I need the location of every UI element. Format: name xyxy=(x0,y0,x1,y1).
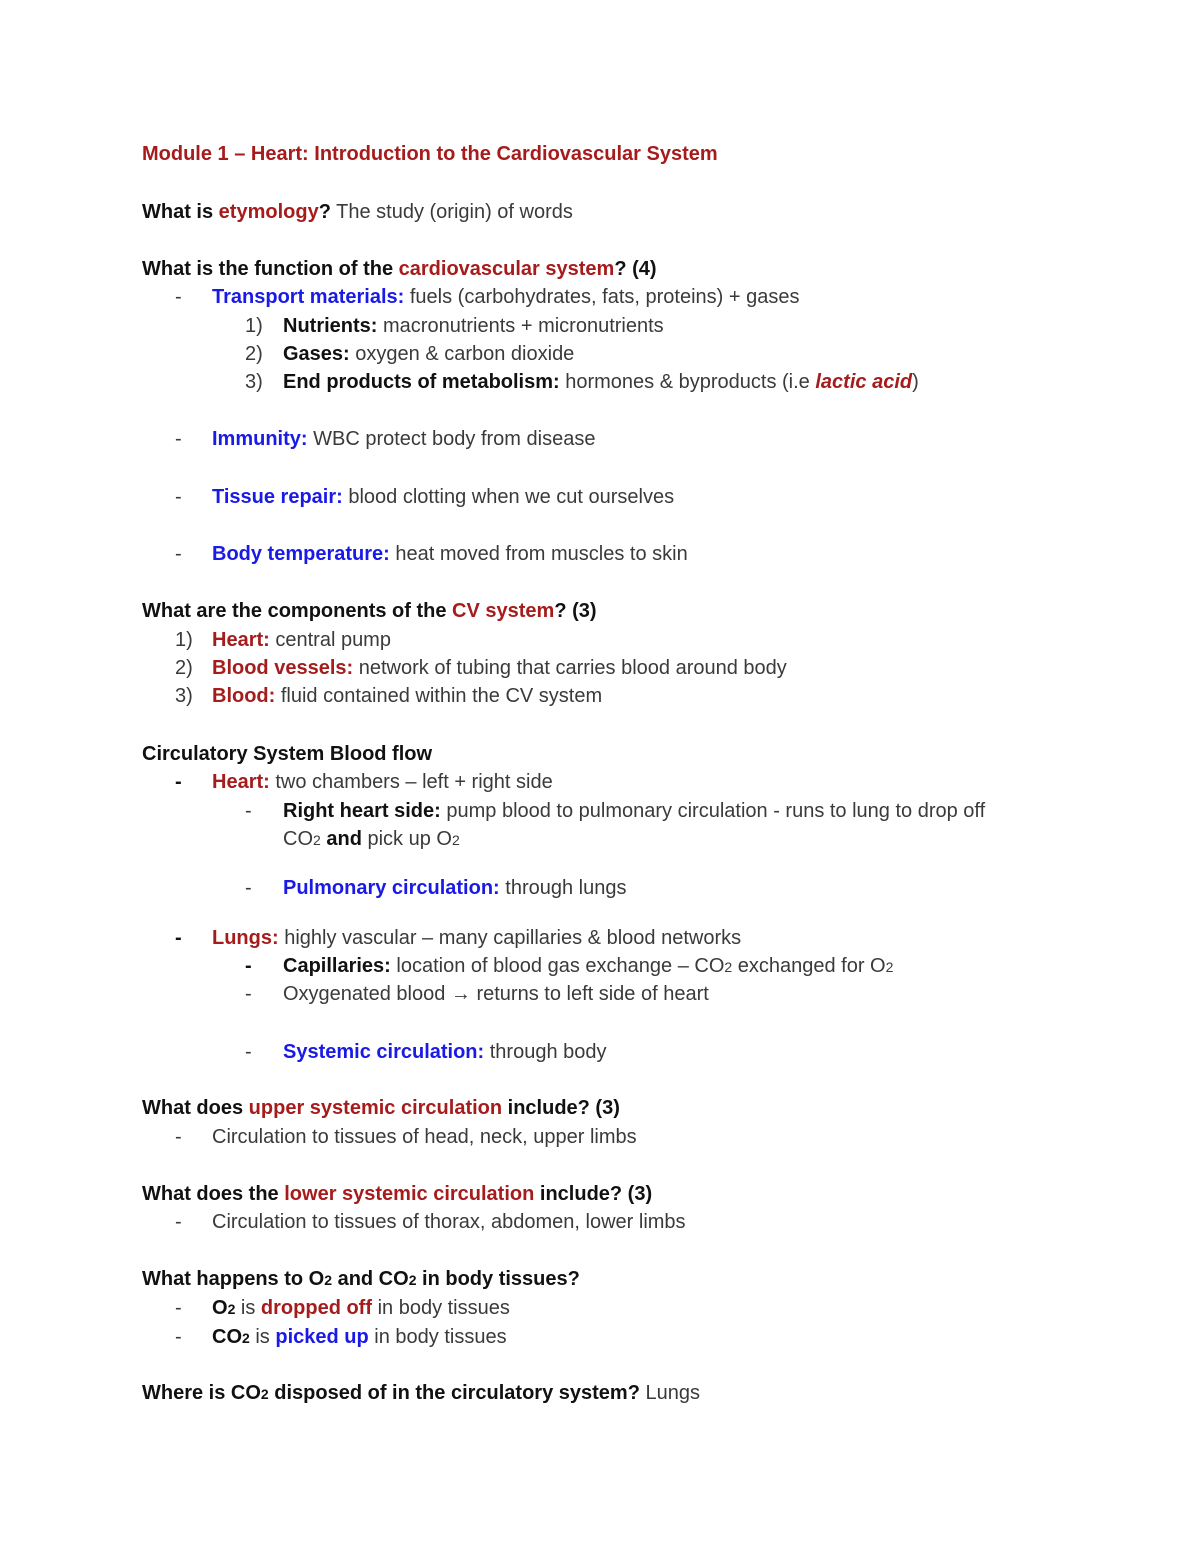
question-text: What happens to O xyxy=(142,1268,325,1290)
item-text: network of tubing that carries blood around body xyxy=(353,657,787,679)
subscript: 2 xyxy=(227,1301,236,1317)
cv-function-question xyxy=(142,257,657,281)
label-right-heart-side: Right heart side: xyxy=(283,800,441,822)
term-dropped-off: dropped off xyxy=(260,1297,373,1319)
item-number: 3) xyxy=(175,685,193,707)
label-tissue-repair: Tissue repair: xyxy=(212,486,343,508)
bullet-dash: - xyxy=(175,428,182,450)
lower-systemic-question xyxy=(142,1182,652,1206)
label-transport-materials: Transport materials: xyxy=(212,286,405,308)
term-lactic-acid: lactic acid xyxy=(815,371,913,393)
bullet-dash: - xyxy=(175,1297,182,1319)
question-text: ? xyxy=(318,201,331,223)
term-upper-systemic: upper systemic circulation xyxy=(248,1097,503,1119)
bullet-dash: - xyxy=(175,286,182,308)
item-text: pick up O xyxy=(361,828,452,850)
item-text: in body tissues xyxy=(368,1326,507,1348)
question-text: What are the components of the xyxy=(142,600,453,622)
subscript: 2 xyxy=(408,1272,417,1288)
item-number: 1) xyxy=(245,315,263,337)
subscript: 2 xyxy=(451,832,460,848)
subscript: 2 xyxy=(260,1386,269,1402)
upper-systemic-question xyxy=(142,1096,620,1120)
item-text: Oxygenated blood → returns to left side of heart xyxy=(283,983,709,1005)
item-text: is xyxy=(235,1297,261,1319)
item-number: 3) xyxy=(245,371,263,393)
blood-flow-heading xyxy=(142,742,432,766)
item-text: blood clotting when we cut ourselves xyxy=(342,486,675,508)
subscript: 2 xyxy=(242,1330,250,1346)
subscript: 2 xyxy=(885,959,894,975)
answer-text: Circulation to tissues of thorax, abdomen, lower limbs xyxy=(212,1211,686,1233)
label-nutrients: Nutrients: xyxy=(283,315,378,337)
label-heart: Heart: xyxy=(212,629,270,651)
bullet-dash: - xyxy=(175,486,182,508)
etymology-question xyxy=(142,200,573,224)
bullet-dash: - xyxy=(175,1211,182,1233)
item-text: macronutrients + micronutrients xyxy=(377,315,664,337)
item-text: and xyxy=(320,828,362,850)
subscript: 2 xyxy=(724,959,733,975)
term-cv-system: CV system xyxy=(452,600,555,622)
term-cardiovascular-system: cardiovascular system xyxy=(398,258,615,280)
bullet-dash: - xyxy=(175,1326,182,1348)
item-text: highly vascular – many capillaries & blood networks xyxy=(278,927,742,949)
item-text: CO xyxy=(283,828,313,850)
question-text: ? (4) xyxy=(614,258,657,280)
item-text: through body xyxy=(484,1041,607,1063)
question-text: disposed of in the circulatory system? xyxy=(268,1382,640,1404)
item-text: in body tissues xyxy=(372,1297,510,1319)
term-picked-up: picked up xyxy=(275,1326,369,1348)
item-text: is xyxy=(249,1326,276,1348)
item-number: 2) xyxy=(175,657,193,679)
item-number: 1) xyxy=(175,629,193,651)
item-text: heat moved from muscles to skin xyxy=(389,543,688,565)
item-text: fuels (carbohydrates, fats, proteins) + gases xyxy=(404,286,800,308)
heading-text: Circulatory System Blood flow xyxy=(142,743,433,765)
question-text: What does xyxy=(142,1097,249,1119)
label-capillaries: Capillaries: xyxy=(283,955,391,977)
question-text: What is the function of the xyxy=(142,258,399,280)
question-text: What is xyxy=(142,201,219,223)
bullet-dash: - xyxy=(245,983,252,1005)
item-text: pump blood to pulmonary circulation - runs to lung to drop off xyxy=(440,800,986,822)
label-gases: Gases: xyxy=(283,343,350,365)
components-question xyxy=(142,599,597,623)
item-text: hormones & byproducts (i.e xyxy=(559,371,816,393)
bullet-dash: - xyxy=(245,955,252,977)
item-text: oxygen & carbon dioxide xyxy=(349,343,575,365)
question-text: ? (3) xyxy=(554,600,597,622)
item-text: location of blood gas exchange – CO xyxy=(390,955,725,977)
bullet-dash: - xyxy=(175,1126,182,1148)
item-text: fluid contained within the CV system xyxy=(275,685,603,707)
question-text: include? (3) xyxy=(534,1183,653,1205)
label-end-products: End products of metabolism: xyxy=(283,371,560,393)
bullet-dash: - xyxy=(175,543,182,565)
label-lungs: Lungs: xyxy=(212,927,279,949)
label-pulmonary-circulation: Pulmonary circulation: xyxy=(283,877,500,899)
title-text: Module 1 – Heart: Introduction to the Cardiovascular System xyxy=(142,143,718,165)
item-text: O xyxy=(212,1297,228,1319)
bullet-dash: - xyxy=(245,1041,252,1063)
gases-question xyxy=(142,1267,580,1292)
item-text: through lungs xyxy=(499,877,627,899)
answer-text: Circulation to tissues of head, neck, upper limbs xyxy=(212,1126,637,1148)
label-systemic-circulation: Systemic circulation: xyxy=(283,1041,485,1063)
question-text: What does the xyxy=(142,1183,285,1205)
label-blood-vessels: Blood vessels: xyxy=(212,657,354,679)
term-etymology: etymology xyxy=(218,201,319,223)
label-heart: Heart: xyxy=(212,771,270,793)
page-title xyxy=(142,142,718,166)
subscript: 2 xyxy=(324,1272,333,1288)
bullet-dash: - xyxy=(245,877,252,899)
question-text: and CO xyxy=(332,1268,409,1290)
label-blood: Blood: xyxy=(212,685,276,707)
label-immunity: Immunity: xyxy=(212,428,308,450)
item-text: two chambers – left + right side xyxy=(269,771,553,793)
item-text: CO xyxy=(212,1326,242,1348)
item-text: WBC protect body from disease xyxy=(307,428,596,450)
bullet-dash: - xyxy=(245,800,252,822)
item-text: ) xyxy=(912,371,919,393)
answer-text: The study (origin) of words xyxy=(330,201,573,223)
question-text: include? (3) xyxy=(502,1097,620,1119)
item-text: central pump xyxy=(269,629,391,651)
item-number: 2) xyxy=(245,343,263,365)
question-text: Where is CO xyxy=(142,1382,261,1404)
question-text: in body tissues? xyxy=(416,1268,580,1290)
answer-text: Lungs xyxy=(639,1382,700,1404)
term-lower-systemic: lower systemic circulation xyxy=(284,1183,535,1205)
subscript: 2 xyxy=(313,832,321,848)
bullet-dash: - xyxy=(175,771,182,793)
disposal-question xyxy=(142,1381,700,1406)
label-body-temperature: Body temperature: xyxy=(212,543,390,565)
item-text: exchanged for O xyxy=(732,955,886,977)
bullet-dash: - xyxy=(175,927,182,949)
